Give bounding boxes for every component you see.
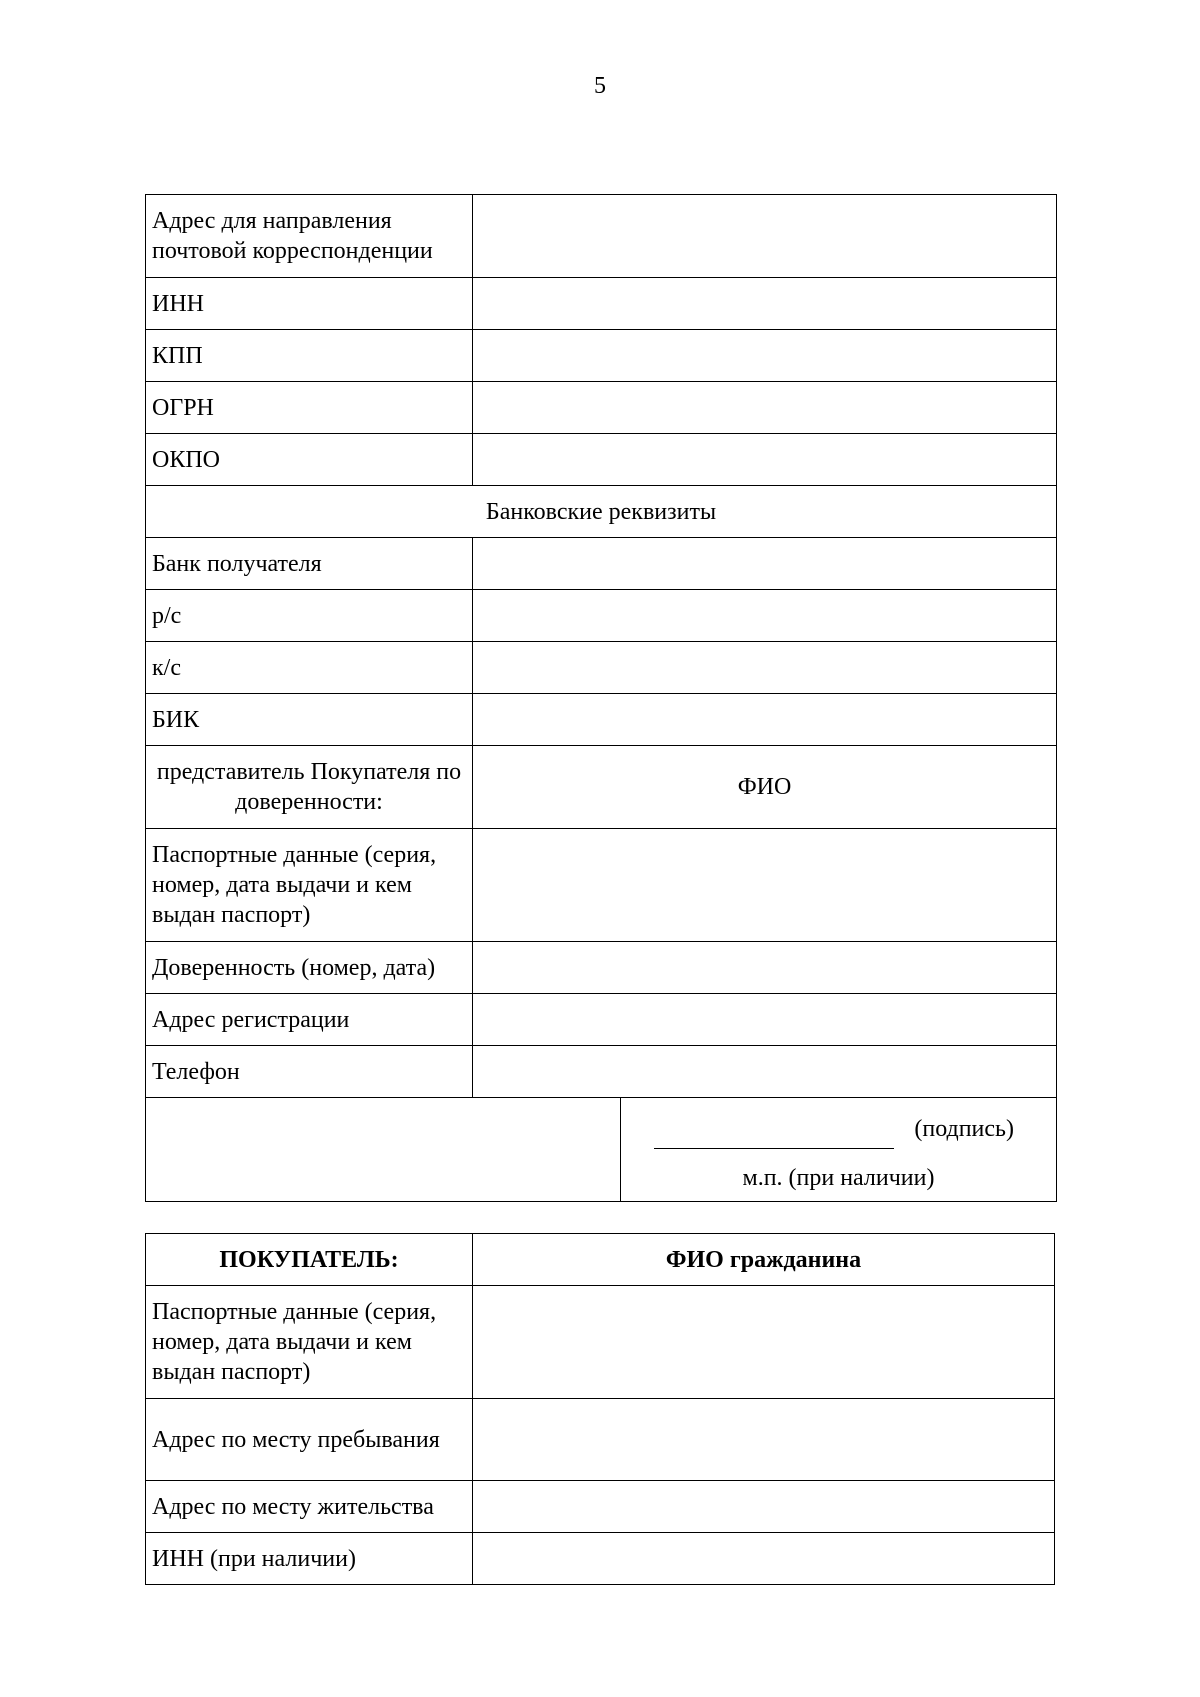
- row-label: р/с: [146, 590, 473, 642]
- table-row: [146, 1234, 1055, 1286]
- signature-empty-cell: [146, 1098, 621, 1202]
- row-label: Паспортные данные (серия, номер, дата выдачи и кем выдан паспорт): [146, 829, 473, 942]
- row-value-field[interactable]: [473, 1399, 1055, 1481]
- row-label: Адрес по месту жительства: [146, 1481, 473, 1533]
- table-row: [146, 590, 1057, 642]
- table-row: [146, 829, 1057, 942]
- row-value-field[interactable]: [473, 829, 1057, 942]
- row-label: Паспортные данные (серия, номер, дата выдачи и кем выдан паспорт): [146, 1286, 473, 1399]
- row-value-field[interactable]: [473, 694, 1057, 746]
- table-row: [146, 694, 1057, 746]
- table-row: [146, 1533, 1055, 1585]
- row-label: Адрес регистрации: [146, 994, 473, 1046]
- table-row: [146, 278, 1057, 330]
- table-row: [146, 1286, 1055, 1399]
- table-row: [146, 195, 1057, 278]
- row-label: ОГРН: [146, 382, 473, 434]
- row-value-field[interactable]: [473, 330, 1057, 382]
- row-value-field[interactable]: [473, 1286, 1055, 1399]
- row-value-field[interactable]: [473, 1046, 1057, 1098]
- representative-label: представитель Покупателя по доверенности:: [146, 746, 473, 829]
- row-label: Адрес по месту пребывания: [146, 1399, 473, 1481]
- row-label: к/с: [146, 642, 473, 694]
- stamp-caption: м.п. (при наличии): [742, 1165, 935, 1191]
- table-row: [146, 382, 1057, 434]
- table-row: [146, 486, 1057, 538]
- row-value-field[interactable]: [473, 278, 1057, 330]
- row-label: ИНН (при наличии): [146, 1533, 473, 1585]
- signature-caption: (подпись): [914, 1116, 1014, 1142]
- row-label: Доверенность (номер, дата): [146, 942, 473, 994]
- table-row: [146, 642, 1057, 694]
- row-value-field[interactable]: [473, 1533, 1055, 1585]
- row-value-field[interactable]: [473, 1481, 1055, 1533]
- row-value-field[interactable]: [473, 642, 1057, 694]
- page-number: 5: [594, 73, 606, 99]
- table-row: [146, 942, 1057, 994]
- signature-cell: [621, 1098, 1057, 1202]
- row-label: ИНН: [146, 278, 473, 330]
- buyer-details-table: [145, 1233, 1055, 1585]
- row-label: Телефон: [146, 1046, 473, 1098]
- table-row: [146, 330, 1057, 382]
- table-row: [146, 746, 1057, 829]
- row-value-field[interactable]: [473, 195, 1057, 278]
- signature-row: [146, 1098, 1057, 1202]
- signature-line[interactable]: [654, 1148, 894, 1149]
- table-row: [146, 1046, 1057, 1098]
- row-value-field[interactable]: [473, 434, 1057, 486]
- table-row: [146, 434, 1057, 486]
- row-value-field[interactable]: [473, 590, 1057, 642]
- buyer-header-label: ПОКУПАТЕЛЬ:: [146, 1234, 473, 1286]
- row-value-field[interactable]: [473, 538, 1057, 590]
- row-value-field[interactable]: [473, 382, 1057, 434]
- row-label: БИК: [146, 694, 473, 746]
- bank-details-header: Банковские реквизиты: [146, 486, 1057, 538]
- row-label: ОКПО: [146, 434, 473, 486]
- seller-requisites-table: [145, 194, 1057, 1202]
- buyer-header-fio: ФИО гражданина: [473, 1234, 1055, 1286]
- table-row: [146, 538, 1057, 590]
- row-value-field[interactable]: [473, 994, 1057, 1046]
- table-row: [146, 994, 1057, 1046]
- row-label: Адрес для направления почтовой корреспонденции: [146, 195, 473, 278]
- representative-fio: ФИО: [473, 746, 1057, 829]
- table-row: [146, 1399, 1055, 1481]
- row-label: КПП: [146, 330, 473, 382]
- row-value-field[interactable]: [473, 942, 1057, 994]
- table-row: [146, 1481, 1055, 1533]
- row-label: Банк получателя: [146, 538, 473, 590]
